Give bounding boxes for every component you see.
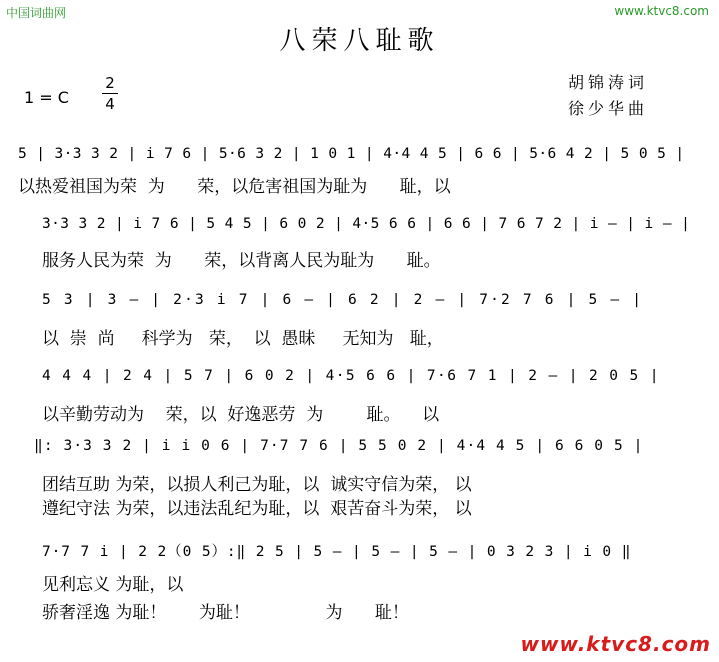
- notes-row-6: 7·7 7 i | 2 2（0 5）:‖ 2 5 | 5 – | 5 – | 5 – | 0 3 2 3 | i 0 ‖: [42, 544, 632, 560]
- watermark-bottom[interactable]: www.ktvc8.com: [520, 632, 711, 656]
- score-row-5: [34, 438, 643, 454]
- lyrics-row-3: 以 崇 尚 科学为 荣， 以 愚昧 无知为 耻，: [42, 329, 444, 349]
- key-signature: 1 = C: [24, 88, 69, 107]
- meter-top: 2: [105, 74, 115, 92]
- lyrics-row-6a: 见利忘义 为耻，以: [42, 575, 184, 595]
- time-signature: [102, 74, 118, 113]
- notes-row-1: 5 | 3·3 3 2 | i 7 6 | 5·6 3 2 | 1 0 1 | 4·4 4 5 | 6 6 | 5·6 4 2 | 5 0 5 |: [18, 146, 685, 162]
- score-row-1: [18, 146, 684, 162]
- score-row-6: [42, 540, 631, 561]
- score-row-4: [42, 368, 660, 384]
- lyrics-row-5b: 遵纪守法 为荣，以违法乱纪为耻，以 艰苦奋斗为荣， 以: [42, 499, 472, 519]
- score-row-3: [42, 292, 643, 308]
- lyricist-credit: 胡锦涛词: [568, 73, 649, 92]
- lyrics-row-2: 服务人民为荣 为 荣，以背离人民为耻为 耻。: [42, 251, 441, 271]
- meter-divider: [102, 93, 118, 94]
- composer-credit: 徐少华曲: [568, 99, 649, 118]
- lyrics-row-6b: 骄奢淫逸 为耻！ 为耻！ 为 耻！: [42, 603, 409, 623]
- score-row-2: [42, 216, 690, 232]
- watermark-right[interactable]: www.ktvc8.com: [614, 4, 709, 18]
- meter-bottom: 4: [105, 95, 115, 113]
- notes-row-4: 4 4 4 | 2 4 | 5 7 | 6 0 2 | 4·5 6 6 | 7·6 7 1 | 2 – | 2 0 5 |: [42, 368, 660, 384]
- lyrics-row-5a: 团结互助 为荣，以损人利己为耻，以 诚实守信为荣， 以: [42, 475, 472, 495]
- song-title: 八荣八耻歌: [279, 26, 440, 56]
- lyrics-row-1: 以热爱祖国为荣 为 荣，以危害祖国为耻为 耻，以: [18, 177, 451, 197]
- notes-row-5: ‖: 3·3 3 2 | i i 0 6 | 7·7 7 6 | 5 5 0 2 | 4·4 4 5 | 6 6 0 5 |: [34, 438, 644, 454]
- notes-row-3: 5 3 | 3 – | 2·3 i 7 | 6 – | 6 2 | 2 – | 7·2 7 6 | 5 – |: [42, 292, 644, 308]
- notes-row-2: 3·3 3 2 | i 7 6 | 5 4 5 | 6 0 2 | 4·5 6 6 | 6 6 | 7 6 7 2 | i – | i – |: [42, 216, 691, 232]
- watermark-left: 中国词曲网: [6, 6, 67, 20]
- lyrics-row-4: 以辛勤劳动为 荣，以 好逸恶劳 为 耻。 以: [42, 405, 440, 425]
